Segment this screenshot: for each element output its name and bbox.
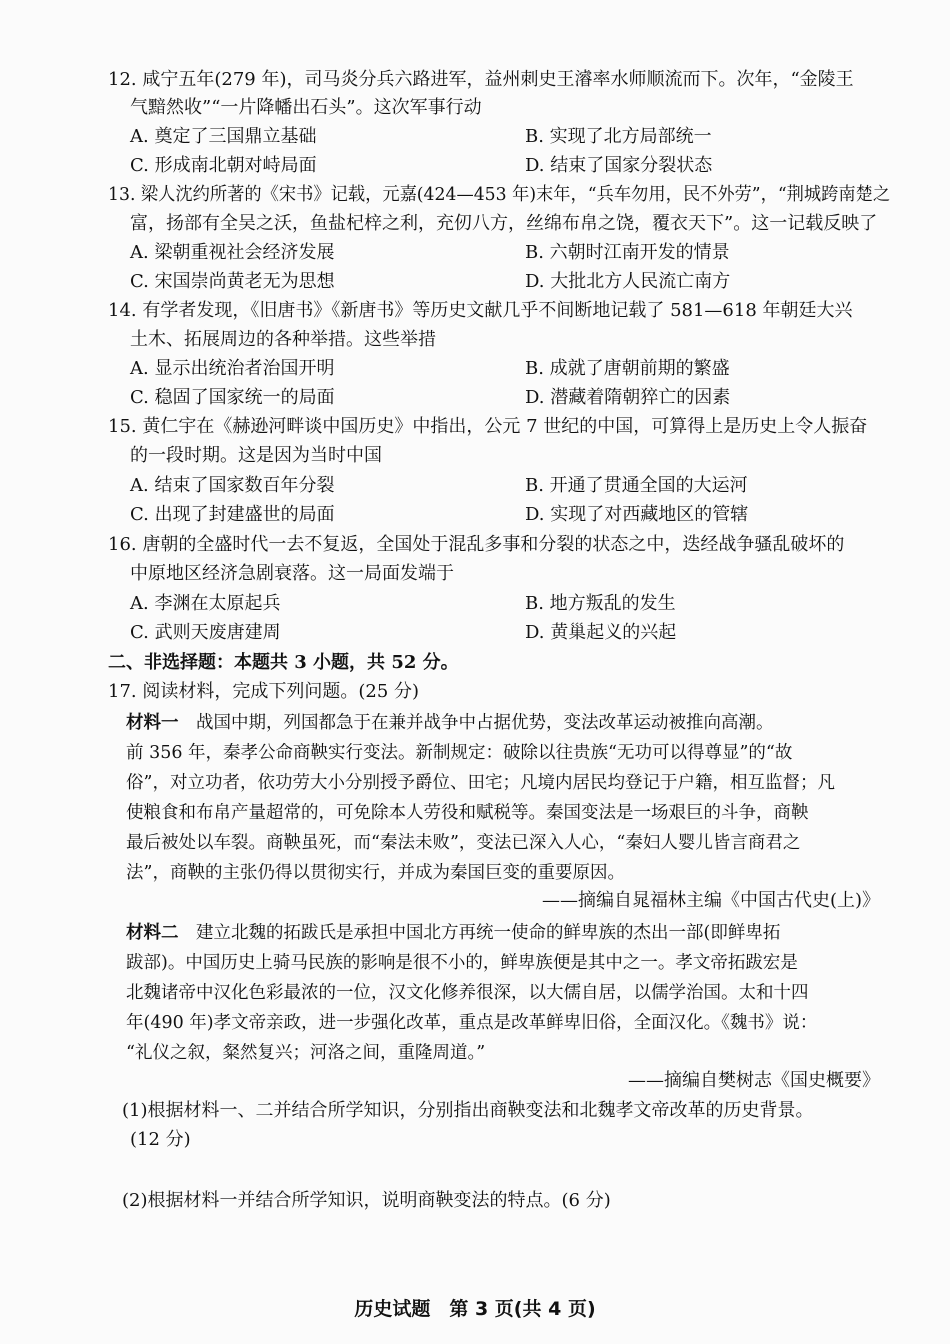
q14-option-c: C. 稳固了国家统一的局面 [130,387,335,408]
q14-stem-line1: 14. 有学者发现，《旧唐书》《新唐书》等历史文献几乎不间断地记载了 581—618 年朝廷大兴 [108,300,853,321]
q12-option-c: C. 形成南北朝对峙局面 [130,155,317,176]
q16-stem-line2: 中原地区经济急剧衰落。这一局面发端于 [130,563,454,584]
q16-stem-line1: 16. 唐朝的全盛时代一去不复返，全国处于混乱多事和分裂的状态之中，迭经战争骚乱破坏的 [108,534,845,555]
material-1-line4: 使粮食和布帛产量超常的，可免除本人劳役和赋税等。秦国变法是一场艰巨的斗争，商鞅 [126,803,809,823]
material-2-line5: “礼仪之叙，粲然复兴；河洛之间，重隆周道。” [126,1043,486,1063]
q17-subquestion-2: (2)根据材料一并结合所学知识，说明商鞅变法的特点。(6 分) [122,1190,611,1211]
q15-option-c: C. 出现了封建盛世的局面 [130,504,335,525]
q13-stem-line2: 富，扬部有全吴之沃，鱼盐杞梓之利，充仞八方，丝绵布帛之饶，覆衣天下”。这一记载反映了 [130,213,878,234]
material-1-line2: 前 356 年，秦孝公命商鞅实行变法。新制规定：破除以往贵族“无功可以得尊显”的“故 [126,743,793,763]
q16-option-c: C. 武则天废唐建周 [130,622,281,643]
q13-option-d: D. 大批北方人民流亡南方 [525,271,731,292]
section-heading: 二、非选择题：本题共 3 小题，共 52 分。 [108,652,459,673]
material-2-line4: 年(490 年)孝文帝亲政，进一步强化改革，重点是改革鲜卑旧俗，全面汉化。《魏书》说： [126,1013,818,1033]
q17-intro: 17. 阅读材料，完成下列问题。(25 分) [108,681,420,702]
q13-option-b: B. 六朝时江南开发的情景 [525,242,730,263]
material-1-source: ——摘编自晁福林主编《中国古代史(上)》 [541,890,880,911]
q14-option-b: B. 成就了唐朝前期的繁盛 [525,358,730,379]
q13-option-c: C. 宋国崇尚黄老无为思想 [130,271,335,292]
material-1-line6: 法”，商鞅的主张仍得以贯彻实行，并成为秦国巨变的重要原因。 [126,863,625,883]
q13-option-a: A. 梁朝重视社会经济发展 [130,242,335,263]
material-1-line1 [126,711,774,735]
q13-stem-line1: 13. 梁人沈约所著的《宋书》记载，元嘉(424—453 年)末年，“兵车勿用，民不外劳”，“荆城跨南楚之 [108,184,891,205]
q15-stem-line2: 的一段时期。这是因为当时中国 [130,445,382,466]
material-2-text: 建立北魏的拓跋氏是承担中国北方再统一使命的鲜卑族的杰出一部(即鲜卑拓 [178,923,781,943]
material-2-source: ——摘编自樊树志《国史概要》 [628,1070,880,1091]
q16-option-b: B. 地方叛乱的发生 [525,593,676,614]
q15-option-d: D. 实现了对西藏地区的管辖 [525,504,749,525]
q15-option-b: B. 开通了贯通全国的大运河 [525,475,748,496]
q12-stem-line2: 气黯然收”“一片降幡出石头”。这次军事行动 [130,97,482,118]
material-1-label: 材料一 [126,713,179,733]
q14-option-a: A. 显示出统治者治国开明 [130,358,335,379]
material-2-line1 [126,921,780,945]
page-footer: 历史试题 第 3 页(共 4 页) [354,1298,596,1320]
q14-option-d: D. 潜藏着隋朝猝亡的因素 [525,387,731,408]
material-1-text: 战国中期，列国都急于在兼并战争中占据优势，变法改革运动被推向高潮。 [178,713,774,733]
material-2-label: 材料二 [126,923,179,943]
q17-subquestion-1-line2: (12 分) [130,1129,191,1150]
material-1-line5: 最后被处以车裂。商鞅虽死，而“秦法未败”，变法已深入人心，“秦妇人婴儿皆言商君之 [126,833,801,853]
material-1-line3: 俗”，对立功者，依功劳大小分别授予爵位、田宅；凡境内居民均登记于户籍，相互监督；凡 [126,773,835,793]
q12-stem-line1: 12. 咸宁五年(279 年)，司马炎分兵六路进军，益州刺史王濬率水师顺流而下。次年，“金陵王 [108,69,854,90]
material-2-line3: 北魏诸帝中汉化色彩最浓的一位，汉文化修养很深，以大儒自居，以儒学治国。太和十四 [126,983,809,1003]
q12-option-d: D. 结束了国家分裂状态 [525,155,713,176]
q12-option-b: B. 实现了北方局部统一 [525,126,712,147]
q15-option-a: A. 结束了国家数百年分裂 [130,475,335,496]
q12-option-a: A. 奠定了三国鼎立基础 [130,126,317,147]
q16-option-a: A. 李渊在太原起兵 [130,593,281,614]
q17-subquestion-1-line1: (1)根据材料一、二并结合所学知识，分别指出商鞅变法和北魏孝文帝改革的历史背景。 [122,1100,814,1121]
q14-stem-line2: 土木、拓展周边的各种举措。这些举措 [130,329,436,350]
material-2-line2: 跋部)。中国历史上骑马民族的影响是很不小的，鲜卑族便是其中之一。孝文帝拓跋宏是 [126,953,798,973]
q15-stem-line1: 15. 黄仁宇在《赫逊河畔谈中国历史》中指出，公元 7 世纪的中国，可算得上是历史上令人振奋 [108,416,868,437]
q16-option-d: D. 黄巢起义的兴起 [525,622,677,643]
